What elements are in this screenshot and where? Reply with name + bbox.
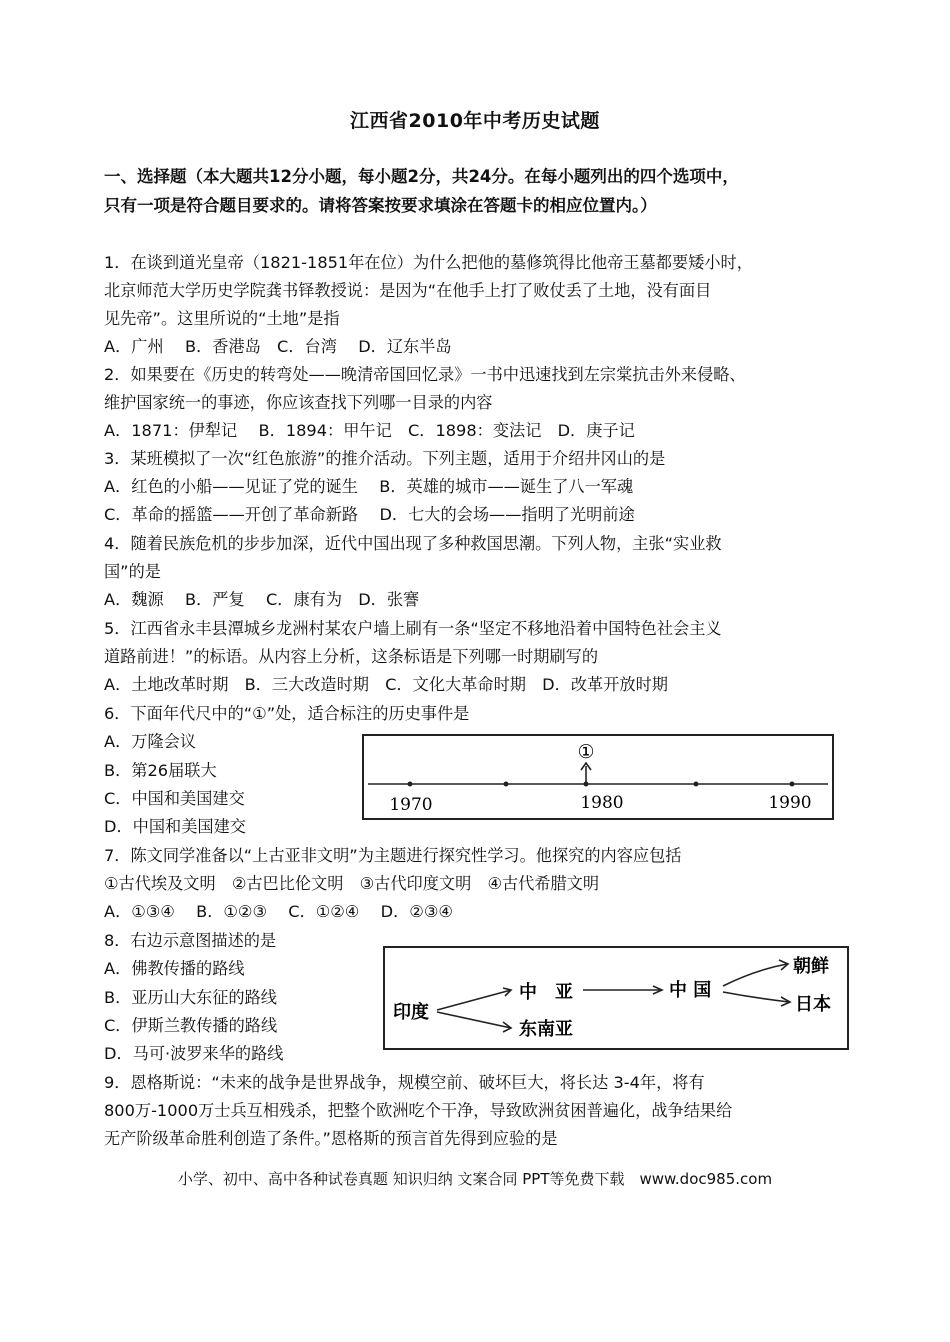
route-origin: 印度	[393, 1002, 429, 1023]
arrow-china-korea	[723, 964, 787, 986]
q8-option-c: C．伊斯兰教传播的路线	[104, 1016, 278, 1035]
timeline-svg	[364, 736, 832, 818]
q8-option-a: A．佛教传播的路线	[104, 959, 245, 978]
route-china: 中 国	[669, 980, 712, 1001]
q6-line-1: 6．下面年代尺中的“①”处，适合标注的历史事件是	[104, 704, 470, 723]
arrow-india-southeast-asia	[437, 1012, 511, 1028]
q1-options: A．广州 B．香港岛 C．台湾 D．辽东半岛	[104, 337, 452, 356]
q7-line-1: 7．陈文同学准备以“上古亚非文明”为主题进行探究性学习。他探究的内容应包括	[104, 846, 682, 865]
q1-line-2: 北京师范大学历史学院龚书铎教授说：是因为“在他手上打了败仗丢了土地，没有面目	[104, 281, 712, 300]
q6-option-b: B．第26届联大	[104, 761, 217, 780]
route-svg	[385, 948, 847, 1048]
q3-options-ab: A．红色的小船——见证了党的诞生 B．英雄的城市——诞生了八一军魂	[104, 477, 634, 496]
q5-line-1: 5．江西省永丰县潭城乡龙洲村某农户墙上刷有一条“坚定不移地沿着中国特色社会主义	[104, 619, 722, 638]
year-label-1990: 1990	[768, 793, 812, 813]
q3-options-cd: C．革命的摇篮——开创了革命新路 D．七大的会场——指明了光明前途	[104, 505, 635, 524]
page-footer: 小学、初中、高中各种试卷真题 知识归纳 文案合同 PPT等免费下载 www.doc985.com	[177, 1170, 773, 1188]
q8-line-1: 8．右边示意图描述的是	[104, 931, 277, 950]
section-heading	[104, 162, 864, 220]
q4-options: A．魏源 B．严复 C．康有为 D．张謇	[104, 590, 420, 609]
q6-option-c: C．中国和美国建交	[104, 789, 245, 808]
q9-line-3: 无产阶级革命胜利创造了条件。”恩格斯的预言首先得到应验的是	[104, 1129, 558, 1148]
q3-line-1: 3．某班模拟了一次“红色旅游”的推介活动。下列主题，适用于介绍井冈山的是	[104, 449, 666, 468]
route-korea: 朝鲜	[793, 956, 829, 977]
arrow-india-central-asia	[437, 990, 511, 1010]
q9-line-2: 800万-1000万士兵互相残杀，把整个欧洲吃个干净，导致欧洲贫困普遍化，战争结果给	[104, 1101, 733, 1120]
tick-1970	[408, 782, 413, 787]
tick-1990	[790, 782, 795, 787]
section-heading-line-2: 只有一项是符合题目要求的。请将答案按要求填涂在答题卡的相应位置内。）	[104, 196, 657, 215]
tick-1985	[694, 782, 699, 787]
q8-option-b: B．亚历山大东征的路线	[104, 988, 277, 1007]
q5-options: A．土地改革时期 B．三大改造时期 C．文化大革命时期 D．改革开放时期	[104, 675, 668, 694]
year-label-1970: 1970	[389, 795, 433, 815]
page-title: 江西省2010年中考历史试题	[350, 110, 600, 132]
tick-1975	[504, 782, 509, 787]
route-figure	[383, 946, 849, 1050]
q7-line-2: ①古代埃及文明 ②古巴比伦文明 ③古代印度文明 ④古代希腊文明	[104, 874, 600, 893]
q8-option-d: D．马可·波罗来华的路线	[104, 1044, 284, 1063]
q5-line-2: 道路前进！”的标语。从内容上分析，这条标语是下列哪一时期刷写的	[104, 647, 599, 666]
year-label-1980: 1980	[580, 793, 624, 813]
route-central-asia: 中 亚	[519, 982, 573, 1003]
q4-line-1: 4．随着民族危机的步步加深，近代中国出现了多种救国思潮。下列人物，主张“实业救	[104, 534, 722, 553]
q2-options: A．1871：伊犁记 B．1894：甲午记 C．1898：变法记 D．庚子记	[104, 421, 635, 440]
q7-options: A．①③④ B．①②③ C．①②④ D．②③④	[104, 902, 453, 921]
route-japan: 日本	[795, 994, 831, 1015]
q6-option-a: A．万隆会议	[104, 732, 197, 751]
tick-1980	[584, 782, 589, 787]
q9-line-1: 9．恩格斯说：“未来的战争是世界战争，规模空前、破坏巨大，将长达 3-4年，将有	[104, 1073, 705, 1092]
q1-line-3: 见先帝”。这里所说的“土地”是指	[104, 309, 340, 328]
arrow-china-japan	[723, 992, 789, 1002]
section-heading-line-1: 一、选择题（本大题共12分小题，每小题2分，共24分。在每小题列出的四个选项中，	[104, 167, 739, 186]
q1-line-1: 1．在谈到道光皇帝（1821-1851年在位）为什么把他的墓修筑得比他帝王墓都要矮小时，	[104, 253, 753, 272]
timeline-figure	[362, 734, 834, 820]
route-southeast-asia: 东南亚	[519, 1019, 573, 1040]
q2-line-1: 2．如果要在《历史的转弯处——晚清帝国回忆录》一书中迅速找到左宗棠抗击外来侵略、	[104, 365, 746, 384]
q4-line-2: 国”的是	[104, 562, 161, 581]
q6-option-d: D．中国和美国建交	[104, 817, 246, 836]
timeline-marker: ①	[577, 741, 595, 763]
q2-line-2: 维护国家统一的事迹，你应该查找下列哪一目录的内容	[104, 393, 493, 412]
